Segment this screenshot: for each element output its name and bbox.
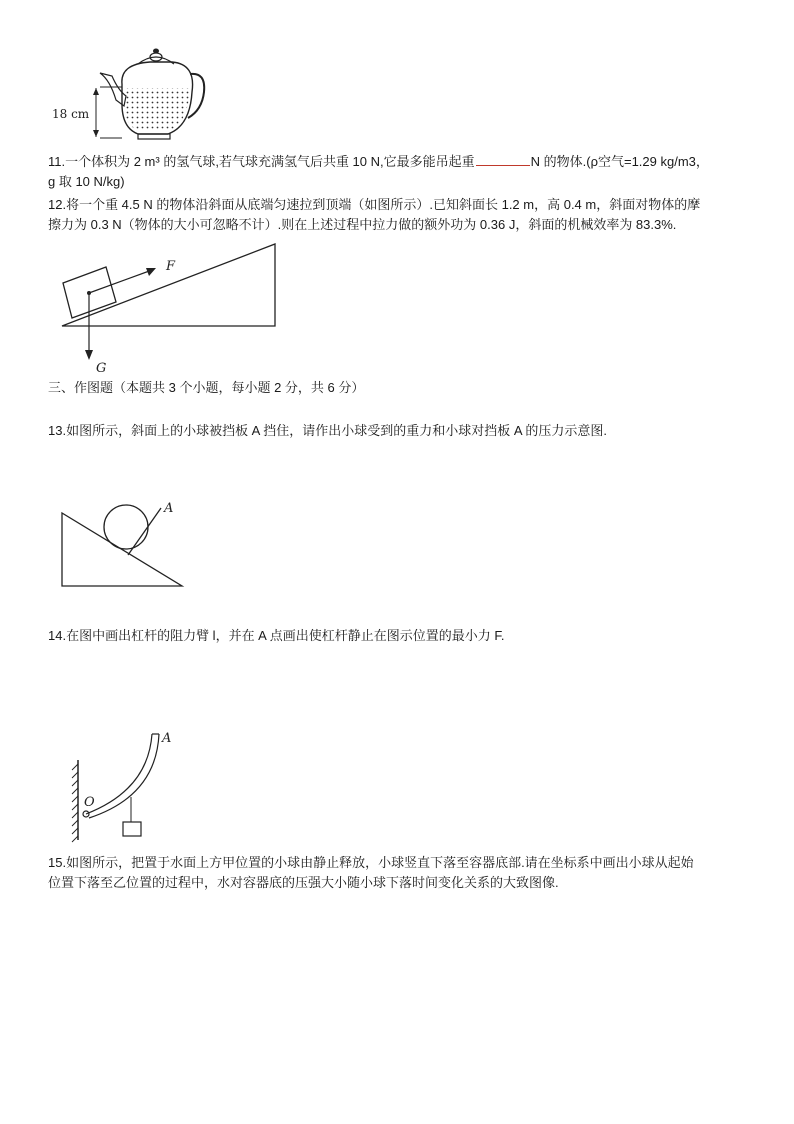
q11-text-before: 11.一个体积为 2 m³ 的氢气球,若气球充满氢气后共重 10 N,它最多能吊起重 <box>48 154 475 169</box>
section-3-heading: 三、作图题（本题共 3 个小题，每小题 2 分，共 6 分） <box>48 380 365 395</box>
q11-answer-blank[interactable] <box>476 153 530 166</box>
q12-text-line2: 擦力为 0.3 N（物体的大小可忽略不计）.则在上述过程中拉力做的额外功为 0.36 J，斜面的机械效率为 83.3%. <box>48 217 677 232</box>
q15-text-line1: 15.如图所示，把置于水面上方甲位置的小球由静止释放，小球竖直下落至容器底部.请在坐标系中画出小球从起始 <box>48 855 694 870</box>
q11-text-after: N 的物体.(ρ空气=1.29 kg/m3， <box>530 154 709 169</box>
lever-point-label-a: A <box>162 731 172 746</box>
question-12 <box>48 195 778 235</box>
q11-text-line2: g 取 10 N/kg) <box>48 174 125 189</box>
question-11 <box>48 152 778 192</box>
q12-text-line1: 12.将一个重 4.5 N 的物体沿斜面从底端匀速拉到顶端（如图所示）.已知斜面长 1.2 m，高 0.4 m，斜面对物体的摩 <box>48 197 701 212</box>
question-13: 13.如图所示，斜面上的小球被挡板 A 挡住，请作出小球受到的重力和小球对挡板 A 的压力示意图. <box>48 423 608 438</box>
teapot-height-label: 18 cm <box>52 107 90 121</box>
force-label-f: F <box>166 259 176 274</box>
question-14: 14.在图中画出杠杆的阻力臂 l，并在 A 点画出使杠杆静止在图示位置的最小力 F. <box>48 628 505 643</box>
gravity-label-g: G <box>96 361 107 376</box>
question-15 <box>48 853 778 893</box>
baffle-label-a: A <box>164 501 174 516</box>
q15-text-line2: 位置下落至乙位置的过程中，水对容器底的压强大小随小球下落时间变化关系的大致图像. <box>48 875 559 890</box>
pivot-label-o: O <box>84 795 95 810</box>
